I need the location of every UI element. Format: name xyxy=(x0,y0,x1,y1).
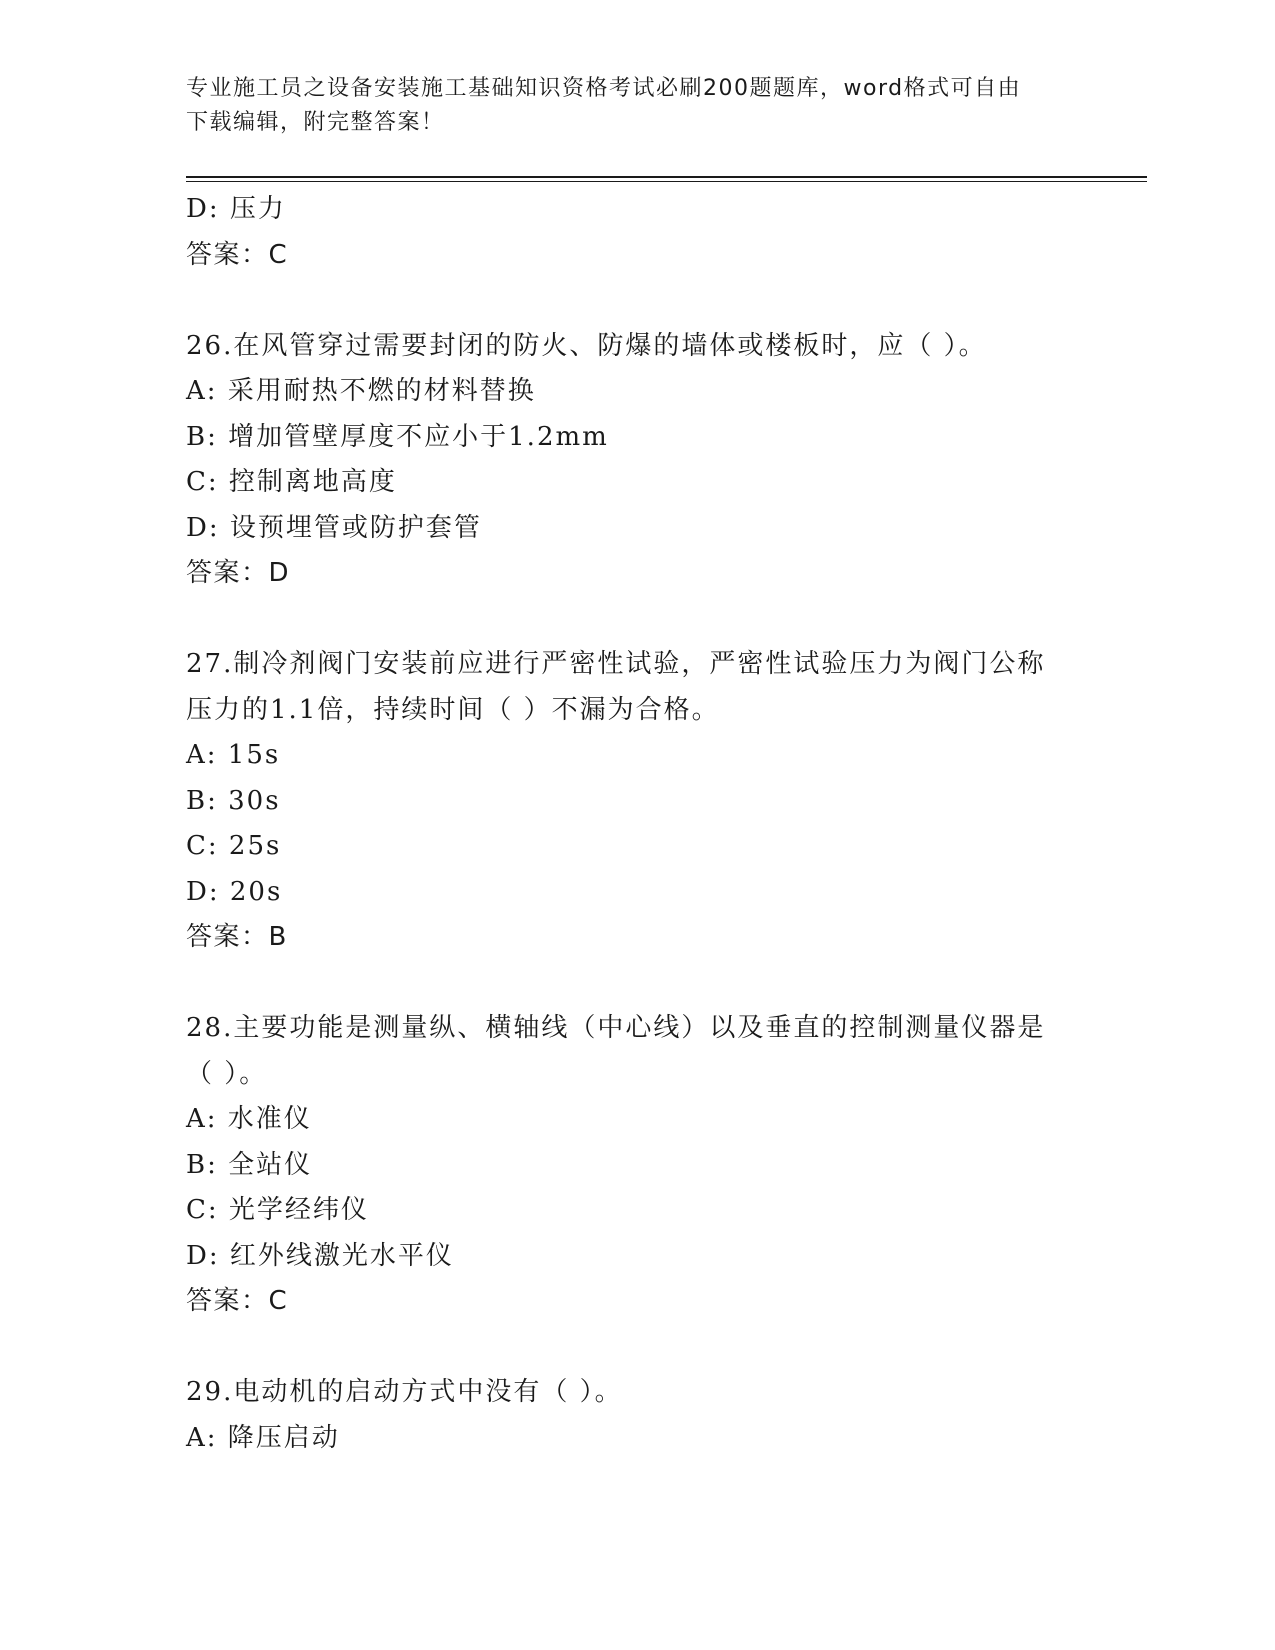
question-28-option-d: D: 红外线激光水平仪 xyxy=(186,1240,454,1271)
question-26-stem: 26.在风管穿过需要封闭的防火、防爆的墙体或楼板时，应（ ）。 xyxy=(186,330,987,361)
question-27-option-d: D: 20s xyxy=(186,876,283,907)
question-27-option-c: C: 25s xyxy=(186,831,282,861)
question-26-option-c: C: 控制离地高度 xyxy=(186,467,397,497)
question-28-stem-line-1: 28.主要功能是测量纵、横轴线（中心线）以及垂直的控制测量仪器是 xyxy=(186,1013,1046,1043)
spacer xyxy=(186,597,1086,643)
question-27-option-a: A: 15s xyxy=(186,740,281,770)
header-line-1: 专业施工员之设备安装施工基础知识资格考试必刷200题题库，word格式可自由 xyxy=(186,76,1022,101)
question-list xyxy=(186,187,1086,1461)
question-26-option-b: B: 增加管壁厚度不应小于1.2mm xyxy=(186,421,609,452)
spacer xyxy=(186,278,1086,324)
spacer xyxy=(186,1325,1086,1371)
question-28-stem-line-2: （ ）。 xyxy=(186,1058,268,1089)
question-29-option-a: A: 降压启动 xyxy=(186,1422,340,1453)
question-27-option-b: B: 30s xyxy=(186,785,281,816)
question-26-answer: 答案：D xyxy=(186,558,291,588)
question-26-option-a: A: 采用耐热不燃的材料替换 xyxy=(186,376,536,406)
question-27-answer: 答案：B xyxy=(186,922,288,952)
header-line-2: 下载编辑，附完整答案！ xyxy=(186,110,445,135)
document-header xyxy=(186,72,1066,140)
header-rule-thick xyxy=(186,176,1147,178)
question-28-option-c: C: 光学经纬仪 xyxy=(186,1195,369,1225)
question-26-option-d: D: 设预埋管或防护套管 xyxy=(186,512,482,543)
question-28-answer: 答案：C xyxy=(186,1286,289,1316)
header-rule-thin xyxy=(186,181,1147,182)
question-27-stem-line-2: 压力的1.1倍，持续时间（ ）不漏为合格。 xyxy=(186,694,720,725)
question-28-option-a: A: 水准仪 xyxy=(186,1104,312,1134)
question-27-stem-line-1: 27.制冷剂阀门安装前应进行严密性试验，严密性试验压力为阀门公称 xyxy=(186,649,1046,679)
prev-option-d: D: 压力 xyxy=(186,194,286,224)
question-29-stem: 29.电动机的启动方式中没有（ ）。 xyxy=(186,1377,623,1407)
prev-answer: 答案：C xyxy=(186,239,289,270)
question-28-option-b: B: 全站仪 xyxy=(186,1149,313,1180)
spacer xyxy=(186,961,1086,1007)
